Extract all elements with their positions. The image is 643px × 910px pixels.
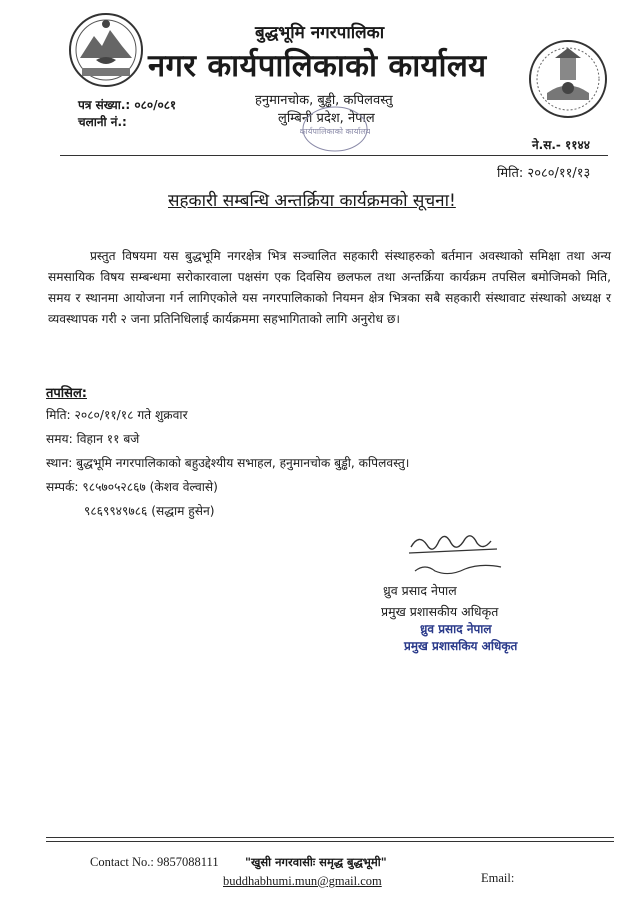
signatory-title: प्रमुख प्रशासकीय अधिकृत	[381, 604, 499, 619]
letter-number: पत्र संख्या.: ०८०/०८१	[78, 98, 177, 112]
office-seal-stamp	[300, 104, 370, 154]
contact-person-1: सम्पर्क: ९८५७०५२८६७ (केशव वेल्वासे)	[46, 480, 218, 494]
footer-divider-bottom	[46, 841, 614, 842]
event-venue: स्थान: बुद्धभूमि नगरपालिकाको बहुउद्देश्यीय सभाहल, हनुमानचोक बुड्ढी, कपिलवस्तु।	[46, 456, 410, 470]
dispatch-number: चलानी नं.:	[78, 115, 127, 129]
footer-email-address[interactable]: buddhabhumi.mun@gmail.com	[223, 874, 382, 888]
notice-subject: सहकारी सम्बन्धि अन्तर्क्रिया कार्यक्रमको सूचना!	[168, 191, 456, 211]
footer-divider-top	[46, 837, 614, 838]
seal-stamp-text: कार्यपालिकाको कार्यालय	[300, 127, 370, 136]
footer-email-label: Email:	[481, 871, 515, 885]
nepal-emblem-logo	[66, 10, 146, 90]
municipality-name: बुद्धभूमि नगरपालिका	[255, 23, 385, 43]
details-heading: तपसिल:	[46, 386, 87, 401]
nepal-sambat-year: ने.स.- ११४४	[532, 138, 591, 152]
footer-slogan: "खुसी नगरवासीः समृद्ध बुद्धभूमी"	[245, 855, 387, 869]
stamp-name: ध्रुव प्रसाद नेपाल	[420, 622, 492, 636]
signatory-name: ध्रुव प्रसाद नेपाल	[383, 583, 457, 598]
notice-body: प्रस्तुत विषयमा यस बुद्धभूमि नगरक्षेत्र भित्र सञ्चालित सहकारी संस्थाहरुको बर्तमान अवस्थाको समिक्षा तथा अन्य समसायिक विषय सम्बन्धमा सरोकारवाला पक्षसंग एक दिवसिय छलफल तथा अन्तर्क्रिया कार्यक्रम तपसिल बमोजिमको मिति, समय र स्थानमा आयोजना गर्न लागिएकोले यस नगरपालिकाको नियमन क्षेत्र भित्रका सबै सहकारी संस्थावाट संस्थाको अध्यक्ष र व्यवस्थापक गरी २ जना प्रतिनिधिलाई कार्यक्रममा सहभागिताको लागि अनुरोध छ।	[48, 249, 611, 326]
letter-date: मिति: २०८०/११/१३	[497, 166, 591, 181]
address-line-1: हनुमानचोक, बुड्ढी, कपिलवस्तु	[255, 93, 393, 108]
municipality-seal-logo	[527, 38, 609, 120]
event-time: समय: विहान ११ बजे	[46, 432, 140, 446]
stamp-title: प्रमुख प्रशासकिय अधिकृत	[404, 639, 518, 653]
event-date: मिति: २०८०/११/१८ गते शुक्रवार	[46, 408, 188, 422]
office-title: नगर कार्यपालिकाको कार्यालय	[148, 48, 487, 84]
contact-person-2: ९८६९९४९७८६ (सद्धाम हुसेन)	[84, 504, 215, 518]
address-line-2: लुम्बिनी प्रदेश, नेपाल	[278, 111, 375, 126]
footer-contact-number: Contact No.: 9857088111	[90, 855, 219, 869]
handwritten-signature	[405, 527, 510, 579]
header-divider	[60, 155, 608, 156]
